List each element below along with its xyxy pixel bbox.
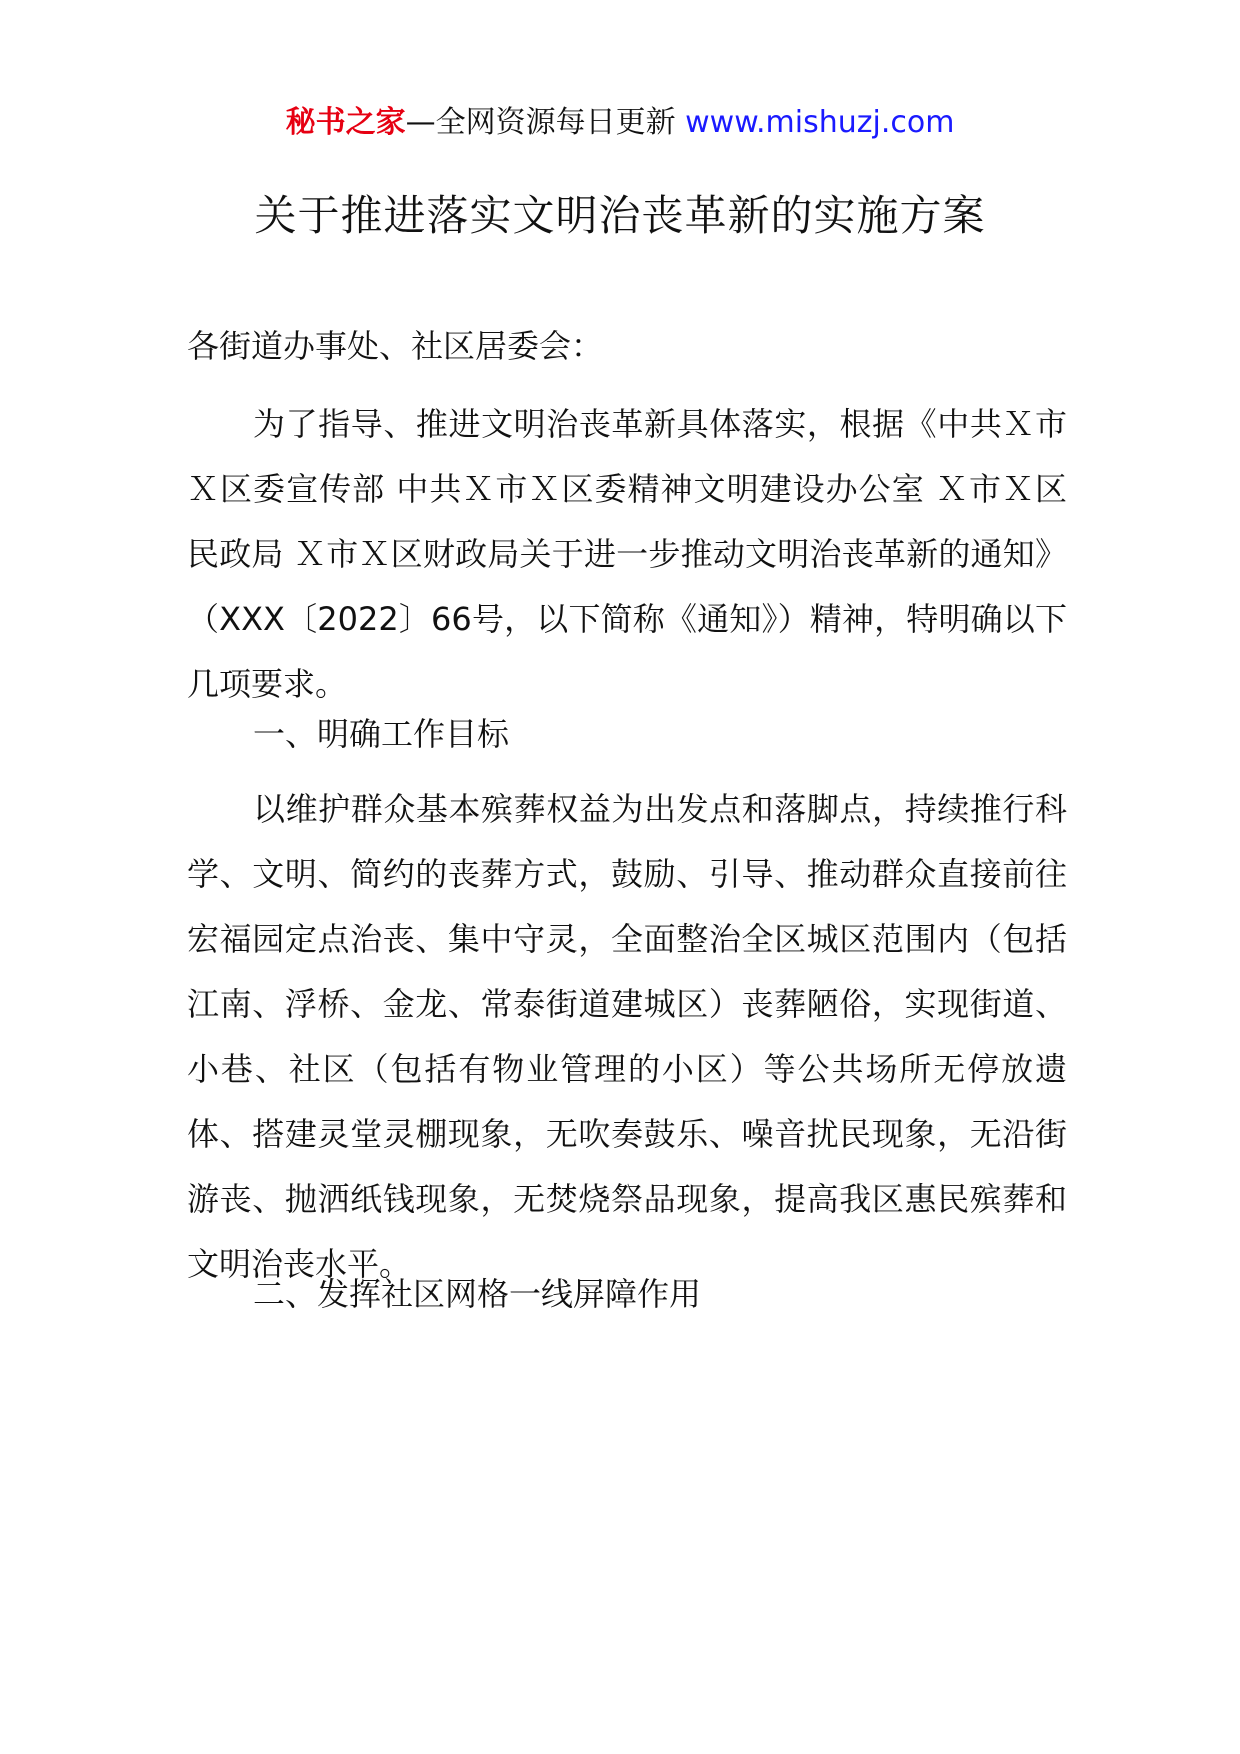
intro-paragraph: 为了指导、推进文明治丧革新具体落实，根据《中共Ｘ市Ｘ区委宣传部 中共Ｘ市Ｘ区委精神文明建设办公室 Ｘ市Ｘ区民政局 Ｘ市Ｘ区财政局关于进一步推动文明治丧革新的通知》（XXX〔2022〕66号，以下简称《通知》）精神，特明确以下几项要求。 — [187, 405, 1067, 703]
document-title: 关于推进落实文明治丧革新的实施方案 — [254, 191, 986, 240]
site-slogan: —全网资源每日更新 — [405, 105, 676, 140]
site-brand: 秘书之家 — [285, 105, 406, 140]
section-1-heading: 一、明确工作目标 — [253, 715, 510, 753]
site-url-link[interactable]: www.mishuzj.com — [685, 105, 955, 140]
section-2-heading: 二、发挥社区网格一线屏障作用 — [253, 1275, 702, 1313]
section-1-body: 以维护群众基本殡葬权益为出发点和落脚点，持续推行科学、文明、简约的丧葬方式，鼓励、引导、推动群众直接前往宏福园定点治丧、集中守灵，全面整治全区城区范围内（包括江南、浮桥、金龙、常泰街道建城区）丧葬陋俗，实现街道、小巷、社区（包括有物业管理的小区）等公共场所无停放遗体、搭建灵堂灵棚现象，无吹奏鼓乐、噪音扰民现象，无沿街游丧、抛洒纸钱现象，无焚烧祭品现象，提高我区惠民殡葬和文明治丧水平。 — [187, 790, 1067, 1283]
site-header — [0, 101, 1240, 145]
salutation: 各街道办事处、社区居委会： — [187, 327, 604, 365]
